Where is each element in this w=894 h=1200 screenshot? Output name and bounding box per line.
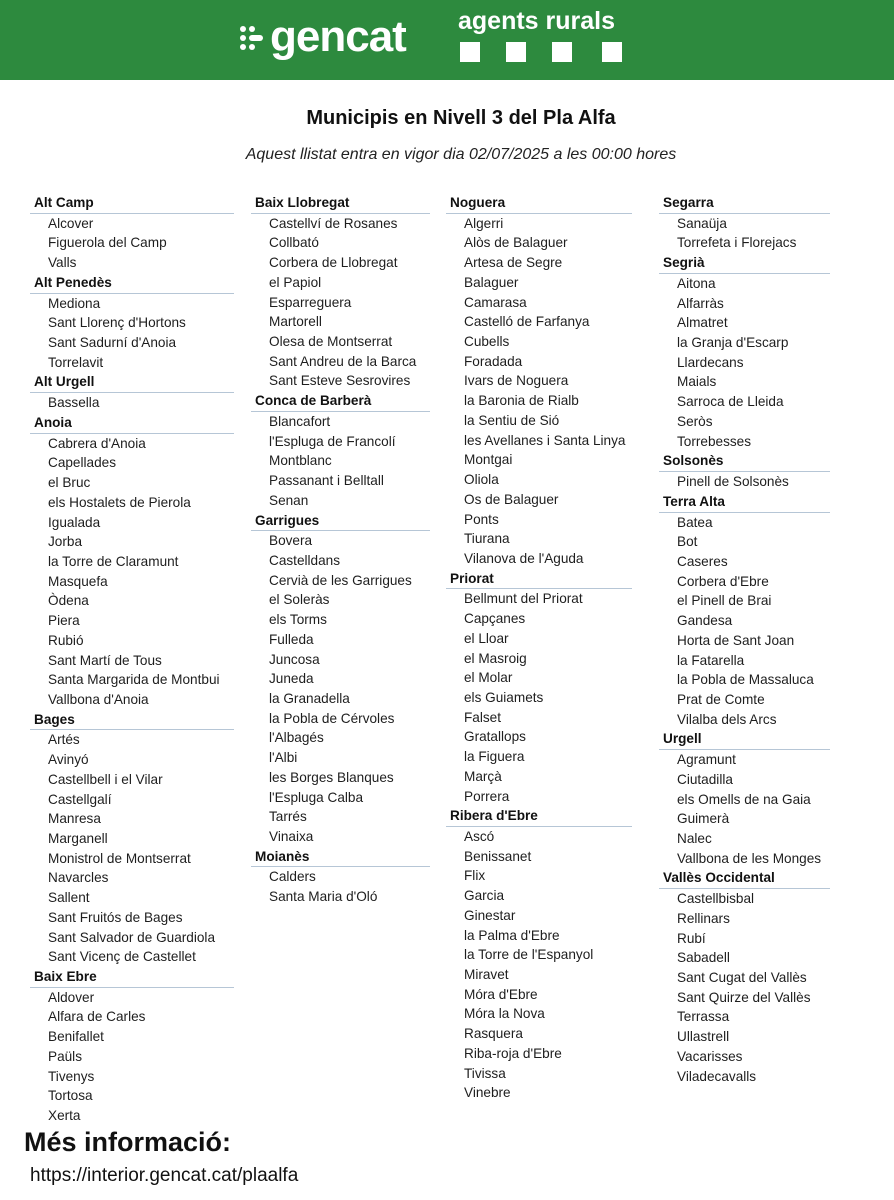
municipality-item: Vilalba dels Arcs bbox=[677, 711, 777, 727]
municipality-item: Corbera d'Ebre bbox=[677, 573, 769, 589]
municipality-item: Blancafort bbox=[269, 413, 331, 429]
municipality-item: Santa Margarida de Montbui bbox=[48, 672, 220, 688]
region-heading: Segarra bbox=[659, 193, 830, 214]
municipality-item: Senan bbox=[269, 492, 309, 508]
municipality-item: Gandesa bbox=[677, 613, 733, 629]
municipality-item: Sant Fruitós de Bages bbox=[48, 909, 183, 925]
agents-rurals-logo-text: agents rurals bbox=[458, 7, 616, 35]
municipality-item: Alòs de Balaguer bbox=[464, 235, 568, 251]
municipality-item: Mediona bbox=[48, 295, 101, 311]
municipality-item: Llardecans bbox=[677, 354, 744, 370]
municipality-item: Sant Esteve Sesrovires bbox=[269, 373, 411, 389]
municipality-item: la Sentiu de Sió bbox=[464, 412, 560, 428]
municipality-item: Castellví de Rosanes bbox=[269, 215, 398, 231]
municipality-item: Aitona bbox=[677, 275, 716, 291]
municipality-item: Paüls bbox=[48, 1048, 83, 1064]
municipality-item: Porrera bbox=[464, 788, 510, 804]
municipality-item: Bot bbox=[677, 534, 698, 550]
municipality-item: Alcover bbox=[48, 215, 94, 231]
municipality-item: Bassella bbox=[48, 395, 100, 411]
municipality-item: Rellinars bbox=[677, 910, 730, 926]
municipality-item: Gratallops bbox=[464, 729, 526, 745]
municipality-item: Caseres bbox=[677, 553, 728, 569]
region-heading: Noguera bbox=[446, 193, 632, 214]
municipality-item: Rubí bbox=[677, 930, 706, 946]
header-banner bbox=[0, 0, 894, 80]
municipality-item: Garcia bbox=[464, 888, 505, 904]
municipality-item: els Omells de na Gaia bbox=[677, 791, 811, 807]
municipality-item: Capellades bbox=[48, 455, 117, 471]
municipality-item: Sant Cugat del Vallès bbox=[677, 970, 807, 986]
municipality-item: Sant Quirze del Vallès bbox=[677, 989, 811, 1005]
municipality-item: les Borges Blanques bbox=[269, 769, 394, 785]
municipality-item: la Pobla de Massaluca bbox=[677, 672, 814, 688]
municipality-item: Sant Martí de Tous bbox=[48, 652, 162, 668]
municipality-item: Riba-roja d'Ebre bbox=[464, 1045, 562, 1061]
municipality-item: l'Espluga de Francolí bbox=[269, 433, 396, 449]
municipality-item: Navarcles bbox=[48, 870, 109, 886]
municipality-item: Falset bbox=[464, 709, 502, 725]
municipality-item: Algerri bbox=[464, 215, 504, 231]
gencat-logo-icon bbox=[240, 26, 264, 54]
municipality-column-2 bbox=[251, 193, 430, 907]
municipality-item: Tortosa bbox=[48, 1088, 93, 1104]
region-heading: Ribera d'Ebre bbox=[446, 806, 632, 827]
region-heading: Baix Llobregat bbox=[251, 193, 430, 214]
municipality-item: Benissanet bbox=[464, 848, 532, 864]
municipality-item: Òdena bbox=[48, 593, 89, 609]
municipality-item: Os de Balaguer bbox=[464, 491, 559, 507]
municipality-item: el Pinell de Brai bbox=[677, 593, 772, 609]
municipality-item: les Avellanes i Santa Linya bbox=[464, 432, 626, 448]
municipality-item: Castellgalí bbox=[48, 791, 112, 807]
municipality-item: Vinebre bbox=[464, 1085, 511, 1101]
municipality-item: el Bruc bbox=[48, 475, 91, 491]
municipality-item: la Palma d'Ebre bbox=[464, 927, 560, 943]
municipality-item: Tivenys bbox=[48, 1068, 95, 1084]
municipality-item: Prat de Comte bbox=[677, 691, 765, 707]
municipality-item: Castelldans bbox=[269, 552, 341, 568]
municipality-item: Alfarràs bbox=[677, 295, 724, 311]
municipality-item: Nalec bbox=[677, 831, 712, 846]
municipality-item: Sallent bbox=[48, 890, 90, 906]
municipality-item: Calders bbox=[269, 869, 316, 885]
municipality-item: Juncosa bbox=[269, 651, 320, 667]
municipality-item: Vallbona d'Anoia bbox=[48, 691, 149, 707]
municipality-item: l'Espluga Calba bbox=[269, 789, 364, 805]
municipality-item: Figuerola del Camp bbox=[48, 235, 167, 251]
region-heading: Alt Urgell bbox=[30, 372, 234, 393]
municipality-item: Vallbona de les Monges bbox=[677, 850, 822, 866]
municipality-item: Foradada bbox=[464, 353, 523, 369]
municipality-item: la Pobla de Cérvoles bbox=[269, 710, 395, 726]
municipality-item: Esparreguera bbox=[269, 294, 352, 310]
municipality-item: Tiurana bbox=[464, 531, 510, 547]
municipality-item: Piera bbox=[48, 613, 80, 629]
region-heading: Garrigues bbox=[251, 511, 430, 532]
municipality-item: Miravet bbox=[464, 967, 509, 983]
municipality-item: Agramunt bbox=[677, 752, 736, 768]
municipality-item: Artesa de Segre bbox=[464, 255, 563, 271]
municipality-item: Xerta bbox=[48, 1108, 81, 1124]
municipality-item: Passanant i Belltall bbox=[269, 473, 384, 489]
municipality-item: Sabadell bbox=[677, 950, 730, 966]
municipality-item: Collbató bbox=[269, 235, 319, 251]
municipality-item: Maials bbox=[677, 374, 717, 390]
municipality-item: Corbera de Llobregat bbox=[269, 255, 398, 271]
municipality-item: els Hostalets de Pierola bbox=[48, 494, 191, 510]
municipality-item: Aldover bbox=[48, 989, 95, 1005]
region-heading: Alt Camp bbox=[30, 193, 234, 214]
municipality-item: Terrassa bbox=[677, 1009, 730, 1025]
region-heading: Solsonès bbox=[659, 451, 830, 472]
page-title: Municipis en Nivell 3 del Pla Alfa bbox=[306, 107, 616, 129]
municipality-item: Horta de Sant Joan bbox=[677, 632, 795, 648]
municipality-item: Ciutadilla bbox=[677, 771, 733, 787]
municipality-item: Ascó bbox=[464, 829, 495, 844]
municipality-item: Móra la Nova bbox=[464, 1006, 545, 1022]
municipality-item: Cervià de les Garrigues bbox=[269, 572, 412, 588]
municipality-item: Balaguer bbox=[464, 274, 519, 290]
municipality-item: Seròs bbox=[677, 413, 713, 429]
municipality-item: Montblanc bbox=[269, 453, 332, 469]
municipality-item: Ullastrell bbox=[677, 1029, 730, 1045]
municipality-item: Castellbisbal bbox=[677, 891, 755, 907]
municipality-item: Sarroca de Lleida bbox=[677, 394, 784, 410]
municipality-item: Almatret bbox=[677, 315, 728, 331]
municipality-item: Monistrol de Montserrat bbox=[48, 850, 191, 866]
municipality-item: l'Albagés bbox=[269, 730, 324, 746]
municipality-item: els Torms bbox=[269, 612, 327, 628]
municipality-column-4 bbox=[659, 193, 830, 1086]
municipality-item: Ivars de Noguera bbox=[464, 373, 569, 389]
municipality-item: Valls bbox=[48, 255, 77, 271]
municipality-item: Sant Vicenç de Castellet bbox=[48, 949, 196, 965]
municipality-item: Tivissa bbox=[464, 1065, 506, 1081]
agents-rurals-squares-icon bbox=[460, 42, 630, 64]
region-heading: Priorat bbox=[446, 569, 632, 590]
municipality-item: Tarrés bbox=[269, 809, 307, 825]
region-heading: Conca de Barberà bbox=[251, 391, 430, 412]
municipality-item: Montgai bbox=[464, 452, 513, 468]
municipality-item: Alfara de Carles bbox=[48, 1009, 146, 1025]
municipality-item: Avinyó bbox=[48, 752, 89, 768]
municipality-item: Vacarisses bbox=[677, 1048, 743, 1064]
municipality-item: la Baronia de Rialb bbox=[464, 393, 579, 409]
municipality-item: Rasquera bbox=[464, 1026, 523, 1042]
municipality-item: Guimerà bbox=[677, 811, 730, 827]
municipality-item: Torrelavit bbox=[48, 354, 104, 370]
municipality-item: Fulleda bbox=[269, 631, 314, 647]
municipality-item: Sanaüja bbox=[677, 215, 727, 231]
municipality-item: Cubells bbox=[464, 334, 510, 350]
municipality-item: Marçà bbox=[464, 768, 502, 784]
region-heading: Baix Ebre bbox=[30, 967, 234, 988]
municipality-item: la Fatarella bbox=[677, 652, 745, 668]
municipality-item: Flix bbox=[464, 868, 486, 884]
municipality-item: Torrefeta i Florejacs bbox=[677, 235, 797, 251]
municipality-item: el Molar bbox=[464, 670, 513, 686]
more-info-link[interactable]: https://interior.gencat.cat/plaalfa bbox=[30, 1165, 299, 1186]
municipality-item: Ginestar bbox=[464, 907, 516, 923]
municipality-item: Bovera bbox=[269, 533, 313, 549]
municipality-item: Jorba bbox=[48, 534, 83, 550]
municipality-item: Ponts bbox=[464, 511, 499, 527]
region-heading: Terra Alta bbox=[659, 492, 830, 513]
municipality-item: la Torre de l'Espanyol bbox=[464, 947, 594, 963]
municipality-item: Pinell de Solsonès bbox=[677, 474, 789, 490]
municipality-item: Batea bbox=[677, 514, 713, 530]
municipality-item: Sant Andreu de la Barca bbox=[269, 353, 417, 369]
municipality-column-1 bbox=[30, 193, 234, 1126]
municipality-item: la Granadella bbox=[269, 690, 350, 706]
region-heading: Bages bbox=[30, 710, 234, 731]
municipality-item: la Figuera bbox=[464, 749, 525, 765]
municipality-item: Juneda bbox=[269, 671, 314, 687]
municipality-item: Benifallet bbox=[48, 1029, 104, 1045]
municipality-item: Sant Llorenç d'Hortons bbox=[48, 315, 186, 331]
municipality-item: Viladecavalls bbox=[677, 1068, 757, 1084]
municipality-column-3 bbox=[446, 193, 632, 1103]
municipality-item: Camarasa bbox=[464, 294, 527, 310]
municipality-item: Bellmunt del Priorat bbox=[464, 591, 583, 607]
region-heading: Urgell bbox=[659, 729, 830, 750]
municipality-item: Olesa de Montserrat bbox=[269, 334, 393, 350]
municipality-item: el Soleràs bbox=[269, 592, 330, 608]
municipality-item: Cabrera d'Anoia bbox=[48, 435, 146, 451]
region-heading: Vallès Occidental bbox=[659, 868, 830, 889]
municipality-item: Manresa bbox=[48, 811, 101, 827]
municipality-item: el Papiol bbox=[269, 274, 322, 290]
municipality-item: Sant Sadurní d'Anoia bbox=[48, 335, 177, 351]
municipality-item: Santa Maria d'Oló bbox=[269, 889, 378, 905]
municipality-item: Rubió bbox=[48, 632, 84, 648]
municipality-item: Castelló de Farfanya bbox=[464, 314, 590, 330]
region-heading: Anoia bbox=[30, 413, 234, 434]
more-info-label: Més informació: bbox=[24, 1127, 232, 1157]
municipality-item: els Guiamets bbox=[464, 689, 544, 705]
region-heading: Moianès bbox=[251, 847, 430, 868]
region-heading: Alt Penedès bbox=[30, 273, 234, 294]
municipality-item: Castellbell i el Vilar bbox=[48, 771, 163, 787]
municipality-item: Sant Salvador de Guardiola bbox=[48, 929, 216, 945]
region-heading: Segrià bbox=[659, 253, 830, 274]
municipality-item: el Lloar bbox=[464, 630, 509, 646]
municipality-item: Vinaixa bbox=[269, 829, 314, 844]
municipality-item: la Granja d'Escarp bbox=[677, 335, 789, 351]
municipality-item: l'Albi bbox=[269, 750, 298, 766]
municipality-item: Martorell bbox=[269, 314, 322, 330]
municipality-item: Artés bbox=[48, 732, 80, 748]
municipality-item: Marganell bbox=[48, 831, 108, 846]
municipality-item: el Masroig bbox=[464, 650, 527, 666]
municipality-item: Oliola bbox=[464, 472, 499, 488]
gencat-logo-text: gencat bbox=[270, 12, 406, 61]
municipality-item: Torrebesses bbox=[677, 433, 752, 449]
municipality-item: Móra d'Ebre bbox=[464, 986, 538, 1002]
page-subtitle: Aquest llistat entra en vigor dia 02/07/2025 a les 00:00 hores bbox=[245, 146, 677, 163]
municipality-item: Vilanova de l'Aguda bbox=[464, 550, 584, 566]
municipality-item: Capçanes bbox=[464, 611, 526, 627]
municipality-item: Igualada bbox=[48, 514, 101, 530]
municipality-item: la Torre de Claramunt bbox=[48, 553, 179, 569]
municipality-item: Masquefa bbox=[48, 573, 108, 589]
